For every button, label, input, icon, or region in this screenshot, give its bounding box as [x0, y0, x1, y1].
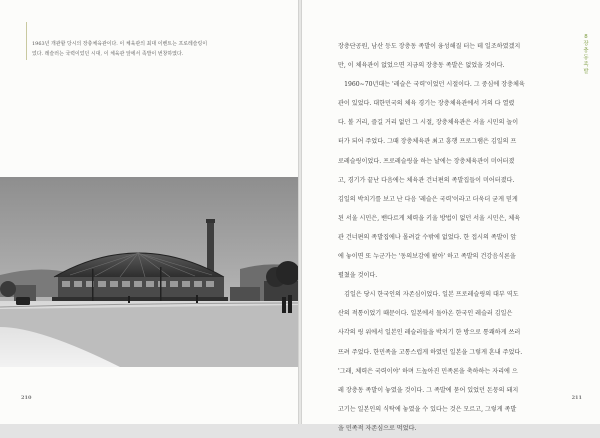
text-line: 관이 있었다. 대한민국의 체육 경기는 장충체육관에서 거의 다 열렸 [338, 100, 515, 108]
body-text [338, 37, 570, 438]
running-head-char: 충 [583, 48, 589, 54]
text-line: 만, 이 체육관이 없었으면 지금의 장충동 족발은 없었을 것이다. [338, 62, 505, 70]
page-number: 211 [571, 395, 582, 401]
running-head-char: 동 [583, 55, 589, 61]
text-line: 을 민족적 자존심으로 먹었다. [338, 424, 417, 432]
page-number: 210 [21, 395, 32, 401]
text-line: 고, 경기가 끝난 다음에는 체육관 건너편의 족발집들이 미어터졌다. [338, 176, 515, 184]
text-line: '그래, 체력은 국력이야' 하며 드높아진 민족론을 축하하는 자리에 으 [338, 367, 518, 375]
text-line: 산의 적통이었기 때문이다. 일본에서 돌아온 한국인 레슬러 김일은 [338, 310, 513, 318]
text-line: 1960~70년대는 '레슬은 국력'이었던 시절이다. 그 중심에 장충체육 [338, 81, 525, 89]
text-line: 터가 되어 주었다. 그때 장충체육관 최고 흥행 프로그램은 김일의 프 [338, 138, 517, 146]
running-head-char: 장 [583, 41, 589, 47]
running-head-char: 8 [584, 34, 588, 40]
text-line: 다. 볼 거리, 즐길 거리 없던 그 시절, 장충체육관은 서울 시민의 놀이 [338, 119, 519, 127]
text-line: 김일의 박치기를 보고 난 다음 '레슬은 국력'이라고 더욱더 굳게 믿게 [338, 195, 518, 203]
caption-line: 1963년 개관할 당시의 장충체육관이다. 이 체육관의 최대 이벤트는 프로레슬링이 [32, 41, 208, 47]
running-head-char: 발 [583, 69, 589, 75]
text-line: 레 장충동 족발이 놓였을 것이다. 그 족발에 묻어 있었던 돈뭉의 돼지 [338, 386, 519, 394]
text-line: 장충단공원, 남산 등도 장충동 족발이 융성해질 터는 테 일조하였겠지 [338, 43, 521, 50]
text-line: 펼쳤을 것이다. [338, 272, 378, 280]
text-line: 에 놓이면 또 누군가는 '동의보감에 왈아' 하고 족발의 건강음식론을 [338, 253, 516, 261]
text-line: 뜨려 주었다. 한민족을 고통스럽게 하였던 일본을 그렇게 혼내 주었다. [338, 348, 523, 356]
running-head-char: 족 [583, 62, 589, 68]
text-line: 된 서울 시민은, 밴다르게 체력을 키울 방법이 없던 서울 시민은, 체육 [338, 214, 521, 222]
caption-line: 었다. 레슬러는 국력이었던 시대, 이 체육관 앞에서 족발이 번창하였다. [32, 50, 184, 57]
stadium-photo [0, 177, 298, 367]
text-line: 고기는 일본인의 식탁에 놓였을 수 있다는 것은 모르고, 그렇게 족발 [338, 405, 517, 413]
running-head [581, 34, 591, 76]
left-page [0, 0, 298, 424]
text-line: 관 건너편의 족발집에나 몰려갈 수밖에 없었다. 한 접시의 족발이 앞 [338, 233, 517, 241]
text-line: 사각의 링 위에서 일본인 레슬러들을 박치기 한 방으로 통쾌하게 쓰러 [338, 329, 521, 337]
text-line: 로레슬링이었다. 프로레슬링을 하는 날에는 장충체육관이 미어터졌 [338, 157, 515, 165]
text-line: 김일은 당시 한국인의 자존심이었다. 일본 프로레슬링의 대부 역도 [338, 291, 519, 299]
caption-rule [26, 22, 27, 60]
right-page [302, 0, 600, 432]
photo-caption [32, 40, 262, 59]
